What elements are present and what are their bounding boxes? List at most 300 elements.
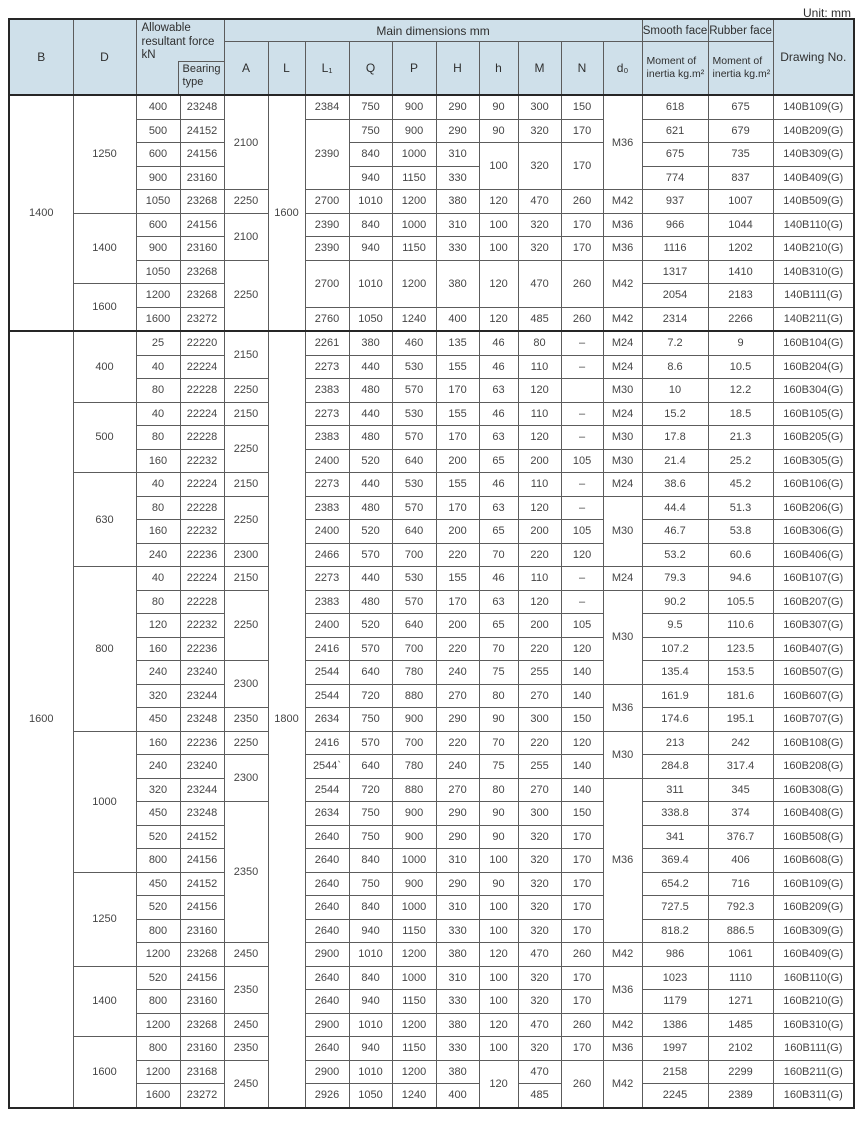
table-cell: 100 [479, 213, 518, 237]
table-cell: 105.5 [708, 590, 773, 614]
table-cell: 260 [561, 190, 603, 214]
table-cell: 2250 [224, 379, 268, 403]
table-cell: 65 [479, 449, 518, 473]
table-cell: 886.5 [708, 919, 773, 943]
table-cell: 23160 [180, 1037, 224, 1061]
table-cell: 966 [642, 213, 708, 237]
table-cell: 940 [349, 166, 392, 190]
table-cell: M30 [603, 449, 642, 473]
table-cell: 135 [436, 331, 479, 355]
table-cell: 23160 [180, 166, 224, 190]
table-cell: 110 [518, 402, 561, 426]
table-cell: 290 [436, 825, 479, 849]
table-cell: 290 [436, 119, 479, 143]
table-cell: 9.5 [642, 614, 708, 638]
table-cell: 1007 [708, 190, 773, 214]
table-cell: 70 [479, 637, 518, 661]
table-cell: 2634 [305, 708, 349, 732]
table-cell: 155 [436, 355, 479, 379]
table-cell: 1250 [73, 872, 136, 966]
table-row [9, 896, 854, 920]
table-cell: 161.9 [642, 684, 708, 708]
table-cell: 170 [561, 1037, 603, 1061]
table-cell: 320 [518, 1037, 561, 1061]
table-cell: 90 [479, 825, 518, 849]
table-cell: 160 [136, 520, 180, 544]
table-cell: 1200 [136, 1013, 180, 1037]
table-cell: 800 [136, 919, 180, 943]
table-cell: 140B109(G) [773, 95, 854, 119]
table-cell: – [561, 426, 603, 450]
table-row [9, 1060, 854, 1084]
table-cell: 160 [136, 731, 180, 755]
table-cell: 12.2 [708, 379, 773, 403]
table-cell: 40 [136, 473, 180, 497]
table-cell: 170 [561, 213, 603, 237]
table-cell: 640 [392, 614, 436, 638]
table-cell: 300 [518, 802, 561, 826]
table-cell: 100 [479, 966, 518, 990]
table-cell: 338.8 [642, 802, 708, 826]
table-cell: 110.6 [708, 614, 773, 638]
table-cell: 2150 [224, 331, 268, 379]
col-header-p: P [392, 42, 436, 96]
table-cell: 320 [518, 966, 561, 990]
table-cell: 2700 [305, 260, 349, 307]
table-cell: 750 [349, 708, 392, 732]
dimensions-table [8, 18, 855, 1109]
table-cell: 880 [392, 778, 436, 802]
table-cell: 220 [436, 637, 479, 661]
table-cell: 1271 [708, 990, 773, 1014]
table-cell: 8.6 [642, 355, 708, 379]
table-cell: 900 [136, 237, 180, 261]
table-cell: 621 [642, 119, 708, 143]
table-cell: 170 [561, 119, 603, 143]
table-cell: 140B309(G) [773, 143, 854, 167]
table-cell: 320 [518, 119, 561, 143]
table-cell: M24 [603, 355, 642, 379]
table-cell: 485 [518, 1084, 561, 1108]
table-cell: 7.2 [642, 331, 708, 355]
table-cell: 23160 [180, 237, 224, 261]
table-cell: – [561, 496, 603, 520]
table-cell: 160B409(G) [773, 943, 854, 967]
table-row [9, 872, 854, 896]
table-cell: 170 [561, 825, 603, 849]
table-cell: 1200 [392, 260, 436, 307]
table-cell: 480 [349, 379, 392, 403]
table-cell: 1000 [73, 731, 136, 872]
table-cell: 2245 [642, 1084, 708, 1108]
table-cell: 140B310(G) [773, 260, 854, 284]
table-cell: 22236 [180, 543, 224, 567]
table-cell: 110 [518, 473, 561, 497]
table-row [9, 731, 854, 755]
table-row [9, 95, 854, 119]
table-cell: 2150 [224, 567, 268, 591]
table-cell: 290 [436, 708, 479, 732]
table-cell: 530 [392, 355, 436, 379]
table-cell: 120 [518, 590, 561, 614]
table-cell: 160B311(G) [773, 1084, 854, 1108]
table-row [9, 119, 854, 143]
table-cell: 45.2 [708, 473, 773, 497]
table-cell: 900 [392, 872, 436, 896]
table-row [9, 166, 854, 190]
table-cell: 63 [479, 496, 518, 520]
col-header-rubber-face: Rubber face [708, 19, 773, 42]
table-cell: 2640 [305, 825, 349, 849]
table-row [9, 661, 854, 685]
table-cell: 51.3 [708, 496, 773, 520]
table-cell: 160B108(G) [773, 731, 854, 755]
table-cell: 940 [349, 237, 392, 261]
table-cell: 270 [436, 778, 479, 802]
table-cell: 100 [479, 237, 518, 261]
table-row [9, 802, 854, 826]
table-cell: 900 [392, 802, 436, 826]
table-cell: 63 [479, 379, 518, 403]
table-cell: 140B111(G) [773, 284, 854, 308]
table-cell: 160 [136, 449, 180, 473]
table-row [9, 520, 854, 544]
table-cell: 105 [561, 520, 603, 544]
table-cell: 2544 [305, 661, 349, 685]
table-cell: M24 [603, 473, 642, 497]
table-row [9, 260, 854, 284]
table-cell: 24156 [180, 896, 224, 920]
table-cell: 320 [518, 919, 561, 943]
table-cell: 160B207(G) [773, 590, 854, 614]
table-cell: 800 [136, 1037, 180, 1061]
table-cell: 735 [708, 143, 773, 167]
table-cell: 1400 [9, 95, 73, 331]
table-cell: 600 [136, 213, 180, 237]
table-cell: 1044 [708, 213, 773, 237]
table-cell: 840 [349, 896, 392, 920]
col-header-a: A [224, 42, 268, 96]
table-cell: 406 [708, 849, 773, 873]
table-cell: 2390 [305, 213, 349, 237]
table-cell: 240 [136, 755, 180, 779]
table-cell: 720 [349, 778, 392, 802]
table-cell: 2300 [224, 755, 268, 802]
table-cell: 120 [561, 543, 603, 567]
table-cell: 1000 [392, 143, 436, 167]
table-row [9, 567, 854, 591]
table-cell: 135.4 [642, 661, 708, 685]
table-cell: 470 [518, 943, 561, 967]
table-cell: 160B306(G) [773, 520, 854, 544]
table-cell: 750 [349, 825, 392, 849]
table-cell: M36 [603, 778, 642, 943]
table-cell: 640 [349, 755, 392, 779]
table-cell: 160B205(G) [773, 426, 854, 450]
table-cell: 750 [349, 119, 392, 143]
table-row [9, 402, 854, 426]
table-cell: 2350 [224, 1037, 268, 1061]
table-cell: 23248 [180, 95, 224, 119]
table-cell: 90 [479, 119, 518, 143]
table-cell: 1400 [73, 213, 136, 284]
table-cell: – [561, 355, 603, 379]
table-cell: 2300 [224, 661, 268, 708]
table-cell: 450 [136, 872, 180, 896]
table-cell: 480 [349, 496, 392, 520]
table-row [9, 990, 854, 1014]
table-cell: 23248 [180, 708, 224, 732]
table-cell: 345 [708, 778, 773, 802]
table-cell: 2273 [305, 355, 349, 379]
table-cell: 2250 [224, 190, 268, 214]
table-cell: 310 [436, 213, 479, 237]
table-cell: 120 [479, 260, 518, 307]
table-cell: 18.5 [708, 402, 773, 426]
table-cell: 155 [436, 402, 479, 426]
table-cell: 53.8 [708, 520, 773, 544]
table-cell: 170 [561, 896, 603, 920]
table-cell: 1600 [73, 1037, 136, 1108]
table-cell: 1150 [392, 919, 436, 943]
table-cell: 290 [436, 95, 479, 119]
table-cell: 750 [349, 95, 392, 119]
table-cell: 400 [436, 307, 479, 331]
table-cell: 1600 [9, 331, 73, 1108]
table-cell: M42 [603, 1013, 642, 1037]
table-cell: 140 [561, 755, 603, 779]
table-cell: 400 [73, 331, 136, 402]
table-cell: 675 [642, 143, 708, 167]
table-cell: 90 [479, 872, 518, 896]
table-cell: 1410 [708, 260, 773, 284]
table-cell: 105 [561, 449, 603, 473]
table-cell: 155 [436, 473, 479, 497]
table-cell: 22232 [180, 614, 224, 638]
table-cell: 23240 [180, 661, 224, 685]
table-cell: 1200 [392, 943, 436, 967]
table-row [9, 1084, 854, 1108]
table-cell: 300 [518, 708, 561, 732]
table-cell: 22236 [180, 731, 224, 755]
table-cell: 150 [561, 802, 603, 826]
table-cell: 1200 [136, 284, 180, 308]
table-row [9, 307, 854, 331]
table-cell: M36 [603, 684, 642, 731]
table-cell: 520 [136, 896, 180, 920]
table-cell: 17.8 [642, 426, 708, 450]
table-cell: 160 [136, 637, 180, 661]
table-cell: 2150 [224, 402, 268, 426]
table-cell: 320 [518, 849, 561, 873]
table-cell: 792.3 [708, 896, 773, 920]
table-cell: 140 [561, 684, 603, 708]
table-cell: 530 [392, 567, 436, 591]
table-cell: 2273 [305, 473, 349, 497]
table-cell: 220 [518, 637, 561, 661]
table-cell: 22224 [180, 473, 224, 497]
table-cell: 10.5 [708, 355, 773, 379]
table-cell: 120 [479, 1013, 518, 1037]
table-cell: – [561, 331, 603, 355]
table-cell: 450 [136, 802, 180, 826]
unit-label: Unit: mm [803, 6, 851, 20]
table-cell: 23244 [180, 778, 224, 802]
table-cell: 23240 [180, 755, 224, 779]
table-cell: 80 [136, 426, 180, 450]
table-cell: 2640 [305, 919, 349, 943]
table-cell: 1150 [392, 1037, 436, 1061]
table-cell: 160B208(G) [773, 755, 854, 779]
table-cell: 160B308(G) [773, 778, 854, 802]
col-header-smooth-face: Smooth face [642, 19, 708, 42]
table-cell: 160B310(G) [773, 1013, 854, 1037]
table-cell: 75 [479, 661, 518, 685]
table-cell: 1200 [392, 1013, 436, 1037]
table-row [9, 590, 854, 614]
table-cell: 2760 [305, 307, 349, 331]
table-cell: 2400 [305, 614, 349, 638]
table-row [9, 496, 854, 520]
table-cell: 460 [392, 331, 436, 355]
table-cell: 10 [642, 379, 708, 403]
table-cell: M42 [603, 190, 642, 214]
table-cell: 310 [436, 143, 479, 167]
table-cell: 270 [518, 684, 561, 708]
table-cell: 140B210(G) [773, 237, 854, 261]
table-cell: 716 [708, 872, 773, 896]
table-cell: 255 [518, 661, 561, 685]
table-cell: 1200 [136, 1060, 180, 1084]
table-cell: 23244 [180, 684, 224, 708]
table-cell: 46 [479, 473, 518, 497]
table-cell: 1202 [708, 237, 773, 261]
table-cell: 160B104(G) [773, 331, 854, 355]
table-cell: 750 [349, 802, 392, 826]
table-cell: 440 [349, 355, 392, 379]
table-cell: 70 [479, 731, 518, 755]
table-cell: 2350 [224, 708, 268, 732]
table-row [9, 825, 854, 849]
table-cell: 940 [349, 990, 392, 1014]
table-cell: 1800 [268, 331, 305, 1108]
table-cell: M36 [603, 95, 642, 190]
table-cell: 450 [136, 708, 180, 732]
table-row [9, 213, 854, 237]
table-cell: 470 [518, 260, 561, 307]
table-cell: 100 [479, 896, 518, 920]
col-header-main-dims: Main dimensions mm [224, 19, 642, 42]
table-cell: 25.2 [708, 449, 773, 473]
table-cell: 500 [136, 119, 180, 143]
table-cell: 120 [518, 379, 561, 403]
table-cell: 65 [479, 520, 518, 544]
table-cell: 2383 [305, 426, 349, 450]
table-cell: 320 [518, 990, 561, 1014]
table-cell [561, 379, 603, 403]
table-cell: 440 [349, 473, 392, 497]
table-cell: 400 [136, 95, 180, 119]
table-cell: M36 [603, 213, 642, 237]
table-cell: 170 [561, 849, 603, 873]
table-cell: 837 [708, 166, 773, 190]
table-cell: 200 [436, 614, 479, 638]
table-cell: 200 [436, 449, 479, 473]
table-cell: 24156 [180, 849, 224, 873]
table-cell: 1000 [392, 213, 436, 237]
table-cell: 240 [436, 661, 479, 685]
table-cell: 23272 [180, 307, 224, 331]
table-cell: 520 [136, 966, 180, 990]
table-cell: 22228 [180, 426, 224, 450]
header-row-groups [9, 19, 854, 42]
table-cell: 22236 [180, 637, 224, 661]
table-cell: 46 [479, 402, 518, 426]
table-cell: 174.6 [642, 708, 708, 732]
table-cell: 22224 [180, 355, 224, 379]
table-cell: 160B105(G) [773, 402, 854, 426]
table-cell: 900 [392, 708, 436, 732]
table-cell: 140B209(G) [773, 119, 854, 143]
col-header-l1: L₁ [305, 42, 349, 96]
table-cell: 1010 [349, 260, 392, 307]
table-cell: 75 [479, 755, 518, 779]
table-row [9, 237, 854, 261]
table-cell: 2640 [305, 849, 349, 873]
table-cell: 24156 [180, 213, 224, 237]
table-cell: 570 [392, 379, 436, 403]
table-cell: 679 [708, 119, 773, 143]
table-cell: 2350 [224, 966, 268, 1013]
table-cell: 675 [708, 95, 773, 119]
table-cell: 720 [349, 684, 392, 708]
table-cell: 380 [436, 260, 479, 307]
table-cell: 2700 [305, 190, 349, 214]
table-cell: 1600 [73, 284, 136, 332]
table-cell: 110 [518, 355, 561, 379]
table-cell: 2299 [708, 1060, 773, 1084]
table-row [9, 143, 854, 167]
table-cell: 260 [561, 943, 603, 967]
table-cell: 160B406(G) [773, 543, 854, 567]
table-cell: 200 [436, 520, 479, 544]
col-header-n: N [561, 42, 603, 96]
table-cell: 2450 [224, 1013, 268, 1037]
table-cell: 400 [436, 1084, 479, 1108]
table-cell: 1150 [392, 237, 436, 261]
table-cell: 310 [436, 896, 479, 920]
table-cell: 80 [479, 778, 518, 802]
table-cell: 2390 [305, 237, 349, 261]
table-cell: 1317 [642, 260, 708, 284]
table-cell: 1061 [708, 943, 773, 967]
table-cell: 44.4 [642, 496, 708, 520]
table-cell: 2640 [305, 990, 349, 1014]
table-cell: 21.4 [642, 449, 708, 473]
table-cell: 160B408(G) [773, 802, 854, 826]
table-cell: M30 [603, 590, 642, 684]
table-cell: 213 [642, 731, 708, 755]
table-cell: 100 [479, 919, 518, 943]
table-cell: 2416 [305, 637, 349, 661]
table-cell: 570 [392, 590, 436, 614]
table-cell: 2544 [305, 778, 349, 802]
table-cell: 100 [479, 143, 518, 190]
table-cell: 780 [392, 755, 436, 779]
table-cell: 1200 [392, 190, 436, 214]
table-cell: 317.4 [708, 755, 773, 779]
table-cell: 2100 [224, 213, 268, 260]
